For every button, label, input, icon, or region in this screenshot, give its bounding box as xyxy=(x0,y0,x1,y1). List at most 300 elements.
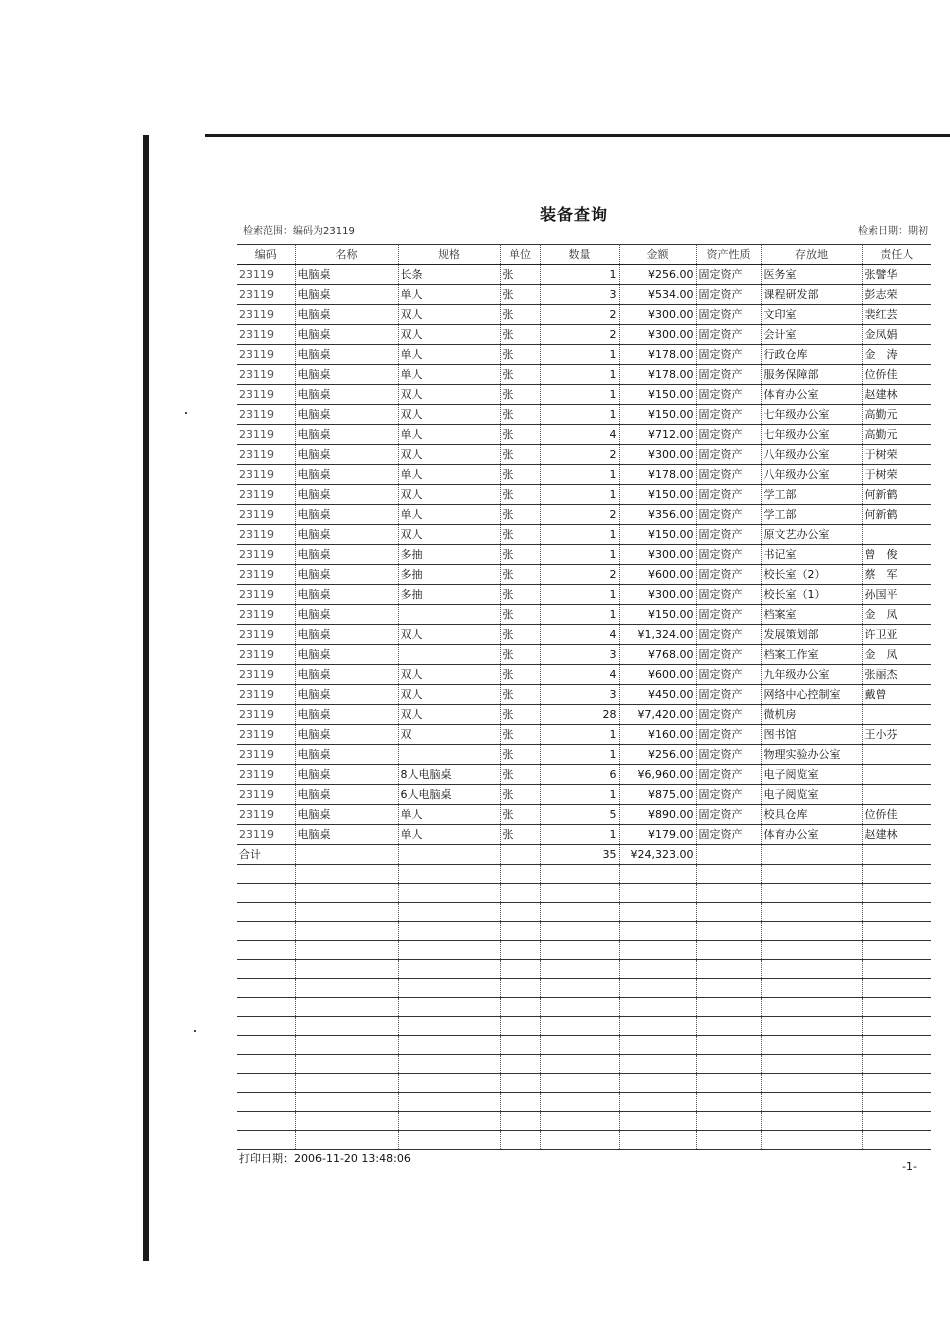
blank-cell xyxy=(761,1055,862,1074)
blank-row xyxy=(237,1055,931,1074)
cell-custodian: 金 涛 xyxy=(862,345,931,365)
blank-cell xyxy=(761,960,862,979)
table-row xyxy=(237,645,931,665)
blank-cell xyxy=(295,1074,398,1093)
blank-cell xyxy=(500,903,540,922)
cell-amount: ¥300.00 xyxy=(619,325,696,345)
cell-unit: 张 xyxy=(500,745,540,765)
blank-cell xyxy=(237,1112,295,1131)
table-row xyxy=(237,765,931,785)
table-body xyxy=(237,265,931,1150)
table-row xyxy=(237,325,931,345)
blank-cell xyxy=(237,1017,295,1036)
blank-cell xyxy=(295,1131,398,1150)
cell-asset-type: 固定资产 xyxy=(696,265,761,285)
blank-cell xyxy=(500,922,540,941)
cell-amount: ¥150.00 xyxy=(619,405,696,425)
blank-cell xyxy=(619,979,696,998)
cell-name: 电脑桌 xyxy=(295,465,398,485)
cell-quantity: 1 xyxy=(540,605,619,625)
blank-cell xyxy=(540,1017,619,1036)
cell-name: 电脑桌 xyxy=(295,545,398,565)
cell-code: 23119 xyxy=(237,305,295,325)
blank-cell xyxy=(619,1036,696,1055)
blank-row xyxy=(237,1017,931,1036)
scan-top-rule xyxy=(205,134,950,137)
blank-cell xyxy=(862,865,931,884)
cell-amount: ¥150.00 xyxy=(619,485,696,505)
cell-spec xyxy=(398,745,500,765)
cell-name: 电脑桌 xyxy=(295,785,398,805)
cell-asset-type: 固定资产 xyxy=(696,365,761,385)
cell-unit: 张 xyxy=(500,325,540,345)
blank-cell xyxy=(696,941,761,960)
blank-cell xyxy=(540,1055,619,1074)
blank-cell xyxy=(862,1093,931,1112)
blank-row xyxy=(237,922,931,941)
cell-name: 电脑桌 xyxy=(295,265,398,285)
table-row xyxy=(237,485,931,505)
cell-quantity: 1 xyxy=(540,345,619,365)
cell-amount: ¥600.00 xyxy=(619,665,696,685)
cell-code: 23119 xyxy=(237,425,295,445)
cell-unit: 张 xyxy=(500,445,540,465)
table-row xyxy=(237,585,931,605)
cell-code: 23119 xyxy=(237,785,295,805)
blank-cell xyxy=(619,1074,696,1093)
blank-cell xyxy=(761,903,862,922)
cell-spec: 多抽 xyxy=(398,565,500,585)
blank-cell xyxy=(398,922,500,941)
blank-cell xyxy=(696,1017,761,1036)
cell-custodian: 戴曾 xyxy=(862,685,931,705)
blank-cell xyxy=(540,941,619,960)
cell-asset-type: 固定资产 xyxy=(696,745,761,765)
cell-custodian: 孙国平 xyxy=(862,585,931,605)
header-asset-type: 资产性质 xyxy=(696,245,761,265)
cell-spec: 双人 xyxy=(398,385,500,405)
cell-quantity: 1 xyxy=(540,545,619,565)
cell-location: 档案室 xyxy=(761,605,862,625)
blank-row xyxy=(237,941,931,960)
total-empty-cell xyxy=(696,845,761,865)
cell-quantity: 1 xyxy=(540,585,619,605)
cell-amount: ¥7,420.00 xyxy=(619,705,696,725)
cell-location: 体育办公室 xyxy=(761,385,862,405)
blank-cell xyxy=(237,1074,295,1093)
blank-cell xyxy=(619,1131,696,1150)
blank-cell xyxy=(540,960,619,979)
search-date: 检索日期：期初 xyxy=(858,226,928,237)
blank-cell xyxy=(862,922,931,941)
cell-name: 电脑桌 xyxy=(295,725,398,745)
cell-location: 体育办公室 xyxy=(761,825,862,845)
cell-unit: 张 xyxy=(500,725,540,745)
cell-spec: 双人 xyxy=(398,325,500,345)
blank-row xyxy=(237,960,931,979)
blank-cell xyxy=(862,1036,931,1055)
table-row xyxy=(237,545,931,565)
blank-cell xyxy=(540,922,619,941)
cell-unit: 张 xyxy=(500,705,540,725)
cell-name: 电脑桌 xyxy=(295,505,398,525)
cell-asset-type: 固定资产 xyxy=(696,685,761,705)
cell-asset-type: 固定资产 xyxy=(696,725,761,745)
cell-code: 23119 xyxy=(237,365,295,385)
total-empty-cell xyxy=(295,845,398,865)
cell-quantity: 4 xyxy=(540,425,619,445)
cell-code: 23119 xyxy=(237,805,295,825)
blank-cell xyxy=(237,941,295,960)
cell-spec: 双 xyxy=(398,725,500,745)
cell-quantity: 6 xyxy=(540,765,619,785)
blank-cell xyxy=(237,903,295,922)
cell-location: 八年级办公室 xyxy=(761,445,862,465)
blank-cell xyxy=(398,941,500,960)
cell-amount: ¥150.00 xyxy=(619,385,696,405)
header-quantity: 数量 xyxy=(540,245,619,265)
blank-cell xyxy=(500,998,540,1017)
blank-cell xyxy=(295,998,398,1017)
blank-cell xyxy=(761,1017,862,1036)
blank-cell xyxy=(295,1093,398,1112)
cell-asset-type: 固定资产 xyxy=(696,465,761,485)
blank-cell xyxy=(500,1055,540,1074)
blank-row xyxy=(237,979,931,998)
table-row xyxy=(237,465,931,485)
cell-quantity: 2 xyxy=(540,305,619,325)
cell-unit: 张 xyxy=(500,265,540,285)
cell-asset-type: 固定资产 xyxy=(696,585,761,605)
blank-cell xyxy=(619,922,696,941)
cell-custodian: 金凤娟 xyxy=(862,325,931,345)
blank-cell xyxy=(540,1131,619,1150)
total-empty-cell xyxy=(862,845,931,865)
cell-spec: 长条 xyxy=(398,265,500,285)
blank-cell xyxy=(295,903,398,922)
cell-code: 23119 xyxy=(237,685,295,705)
table-row xyxy=(237,265,931,285)
blank-cell xyxy=(540,979,619,998)
blank-cell xyxy=(696,1036,761,1055)
cell-location: 发展策划部 xyxy=(761,625,862,645)
cell-quantity: 1 xyxy=(540,385,619,405)
blank-cell xyxy=(500,1093,540,1112)
blank-cell xyxy=(696,865,761,884)
blank-cell xyxy=(696,1093,761,1112)
header-name: 名称 xyxy=(295,245,398,265)
blank-cell xyxy=(295,979,398,998)
cell-quantity: 3 xyxy=(540,645,619,665)
cell-location: 电子阅览室 xyxy=(761,785,862,805)
cell-name: 电脑桌 xyxy=(295,625,398,645)
cell-custodian: 于树荣 xyxy=(862,465,931,485)
blank-cell xyxy=(500,1074,540,1093)
blank-cell xyxy=(862,1074,931,1093)
table-row xyxy=(237,605,931,625)
blank-row xyxy=(237,865,931,884)
cell-quantity: 1 xyxy=(540,725,619,745)
cell-unit: 张 xyxy=(500,645,540,665)
cell-spec: 双人 xyxy=(398,525,500,545)
cell-asset-type: 固定资产 xyxy=(696,345,761,365)
blank-cell xyxy=(500,979,540,998)
blank-cell xyxy=(398,979,500,998)
cell-location: 校长室（1） xyxy=(761,585,862,605)
cell-quantity: 1 xyxy=(540,265,619,285)
blank-row xyxy=(237,1131,931,1150)
blank-cell xyxy=(696,1112,761,1131)
blank-cell xyxy=(237,960,295,979)
cell-spec: 单人 xyxy=(398,465,500,485)
blank-cell xyxy=(696,1074,761,1093)
blank-cell xyxy=(696,884,761,903)
blank-cell xyxy=(540,1036,619,1055)
cell-spec: 6人电脑桌 xyxy=(398,785,500,805)
cell-custodian xyxy=(862,705,931,725)
cell-name: 电脑桌 xyxy=(295,525,398,545)
scan-left-edge xyxy=(143,135,149,1261)
table-row xyxy=(237,365,931,385)
blank-cell xyxy=(295,1036,398,1055)
cell-code: 23119 xyxy=(237,285,295,305)
cell-location: 校长室（2） xyxy=(761,565,862,585)
cell-spec: 双人 xyxy=(398,305,500,325)
blank-cell xyxy=(398,1093,500,1112)
cell-custodian: 何新鹤 xyxy=(862,485,931,505)
cell-custodian: 位侨佳 xyxy=(862,365,931,385)
cell-asset-type: 固定资产 xyxy=(696,385,761,405)
blank-cell xyxy=(761,1112,862,1131)
blank-row xyxy=(237,1036,931,1055)
cell-spec: 双人 xyxy=(398,445,500,465)
table-row xyxy=(237,305,931,325)
cell-spec: 单人 xyxy=(398,345,500,365)
cell-unit: 张 xyxy=(500,565,540,585)
cell-code: 23119 xyxy=(237,605,295,625)
blank-row xyxy=(237,998,931,1017)
blank-cell xyxy=(619,1055,696,1074)
blank-cell xyxy=(237,1093,295,1112)
blank-cell xyxy=(398,960,500,979)
cell-spec: 单人 xyxy=(398,425,500,445)
cell-code: 23119 xyxy=(237,665,295,685)
blank-cell xyxy=(761,865,862,884)
cell-name: 电脑桌 xyxy=(295,825,398,845)
cell-name: 电脑桌 xyxy=(295,565,398,585)
blank-cell xyxy=(761,998,862,1017)
print-date: 打印日期：2006-11-20 13:48:06 xyxy=(239,1152,411,1165)
blank-cell xyxy=(862,1112,931,1131)
table-row xyxy=(237,725,931,745)
cell-amount: ¥150.00 xyxy=(619,605,696,625)
cell-unit: 张 xyxy=(500,545,540,565)
blank-cell xyxy=(237,979,295,998)
cell-asset-type: 固定资产 xyxy=(696,505,761,525)
cell-asset-type: 固定资产 xyxy=(696,625,761,645)
cell-quantity: 2 xyxy=(540,565,619,585)
cell-asset-type: 固定资产 xyxy=(696,425,761,445)
cell-unit: 张 xyxy=(500,765,540,785)
cell-name: 电脑桌 xyxy=(295,325,398,345)
blank-cell xyxy=(540,1112,619,1131)
cell-name: 电脑桌 xyxy=(295,445,398,465)
cell-location: 七年级办公室 xyxy=(761,405,862,425)
cell-amount: ¥178.00 xyxy=(619,465,696,485)
cell-unit: 张 xyxy=(500,665,540,685)
blank-cell xyxy=(500,1017,540,1036)
cell-code: 23119 xyxy=(237,585,295,605)
cell-location: 医务室 xyxy=(761,265,862,285)
blank-cell xyxy=(237,1131,295,1150)
cell-unit: 张 xyxy=(500,785,540,805)
table-row xyxy=(237,805,931,825)
cell-location: 物理实验办公室 xyxy=(761,745,862,765)
cell-unit: 张 xyxy=(500,365,540,385)
cell-code: 23119 xyxy=(237,385,295,405)
blank-cell xyxy=(500,1131,540,1150)
cell-amount: ¥712.00 xyxy=(619,425,696,445)
blank-cell xyxy=(696,903,761,922)
blank-row xyxy=(237,884,931,903)
cell-amount: ¥178.00 xyxy=(619,345,696,365)
blank-cell xyxy=(500,1036,540,1055)
cell-code: 23119 xyxy=(237,645,295,665)
cell-asset-type: 固定资产 xyxy=(696,645,761,665)
blank-cell xyxy=(862,941,931,960)
cell-spec: 多抽 xyxy=(398,585,500,605)
cell-asset-type: 固定资产 xyxy=(696,665,761,685)
total-empty-cell xyxy=(500,845,540,865)
cell-location: 行政仓库 xyxy=(761,345,862,365)
cell-spec: 8人电脑桌 xyxy=(398,765,500,785)
blank-cell xyxy=(619,865,696,884)
total-quantity: 35 xyxy=(540,845,619,865)
blank-cell xyxy=(398,998,500,1017)
cell-custodian: 何新鹤 xyxy=(862,505,931,525)
cell-name: 电脑桌 xyxy=(295,405,398,425)
blank-cell xyxy=(540,1074,619,1093)
blank-cell xyxy=(398,1131,500,1150)
table-row xyxy=(237,525,931,545)
cell-location: 服务保障部 xyxy=(761,365,862,385)
page-number: -1- xyxy=(902,1160,917,1173)
total-amount: ¥24,323.00 xyxy=(619,845,696,865)
blank-cell xyxy=(761,1074,862,1093)
cell-custodian: 赵建林 xyxy=(862,825,931,845)
cell-location: 微机房 xyxy=(761,705,862,725)
cell-amount: ¥600.00 xyxy=(619,565,696,585)
cell-name: 电脑桌 xyxy=(295,805,398,825)
blank-cell xyxy=(295,1112,398,1131)
cell-asset-type: 固定资产 xyxy=(696,805,761,825)
blank-cell xyxy=(500,865,540,884)
cell-quantity: 1 xyxy=(540,745,619,765)
cell-custodian: 裴红芸 xyxy=(862,305,931,325)
blank-cell xyxy=(862,1131,931,1150)
cell-custodian: 高勤元 xyxy=(862,405,931,425)
cell-location: 原文艺办公室 xyxy=(761,525,862,545)
blank-cell xyxy=(761,1093,862,1112)
blank-cell xyxy=(619,960,696,979)
table-row xyxy=(237,665,931,685)
cell-amount: ¥179.00 xyxy=(619,825,696,845)
cell-location: 九年级办公室 xyxy=(761,665,862,685)
cell-name: 电脑桌 xyxy=(295,385,398,405)
cell-name: 电脑桌 xyxy=(295,765,398,785)
blank-cell xyxy=(398,1017,500,1036)
cell-quantity: 1 xyxy=(540,785,619,805)
cell-asset-type: 固定资产 xyxy=(696,565,761,585)
cell-custodian: 彭志荣 xyxy=(862,285,931,305)
cell-unit: 张 xyxy=(500,585,540,605)
cell-amount: ¥150.00 xyxy=(619,525,696,545)
blank-cell xyxy=(540,865,619,884)
blank-cell xyxy=(619,903,696,922)
cell-quantity: 1 xyxy=(540,465,619,485)
table-row xyxy=(237,345,931,365)
blank-cell xyxy=(500,960,540,979)
table-header xyxy=(237,245,931,265)
cell-code: 23119 xyxy=(237,565,295,585)
cell-name: 电脑桌 xyxy=(295,345,398,365)
cell-name: 电脑桌 xyxy=(295,365,398,385)
table-row xyxy=(237,625,931,645)
blank-cell xyxy=(500,884,540,903)
blank-cell xyxy=(295,941,398,960)
blank-cell xyxy=(761,922,862,941)
cell-code: 23119 xyxy=(237,545,295,565)
blank-cell xyxy=(398,1055,500,1074)
blank-cell xyxy=(862,1055,931,1074)
cell-amount: ¥178.00 xyxy=(619,365,696,385)
cell-unit: 张 xyxy=(500,485,540,505)
cell-quantity: 3 xyxy=(540,685,619,705)
cell-asset-type: 固定资产 xyxy=(696,525,761,545)
blank-cell xyxy=(500,941,540,960)
cell-code: 23119 xyxy=(237,745,295,765)
blank-cell xyxy=(398,1112,500,1131)
blank-cell xyxy=(761,1036,862,1055)
cell-code: 23119 xyxy=(237,325,295,345)
cell-location: 图书馆 xyxy=(761,725,862,745)
blank-cell xyxy=(761,941,862,960)
cell-spec: 双人 xyxy=(398,705,500,725)
table-row xyxy=(237,285,931,305)
cell-amount: ¥300.00 xyxy=(619,445,696,465)
cell-location: 电子阅览室 xyxy=(761,765,862,785)
cell-name: 电脑桌 xyxy=(295,605,398,625)
cell-custodian xyxy=(862,525,931,545)
blank-cell xyxy=(295,865,398,884)
cell-name: 电脑桌 xyxy=(295,585,398,605)
cell-code: 23119 xyxy=(237,765,295,785)
cell-asset-type: 固定资产 xyxy=(696,785,761,805)
cell-custodian: 张丽杰 xyxy=(862,665,931,685)
cell-amount: ¥875.00 xyxy=(619,785,696,805)
cell-code: 23119 xyxy=(237,465,295,485)
cell-custodian: 张譬华 xyxy=(862,265,931,285)
blank-row xyxy=(237,1112,931,1131)
header-unit: 单位 xyxy=(500,245,540,265)
header-custodian: 责任人 xyxy=(862,245,931,265)
table-row xyxy=(237,705,931,725)
cell-code: 23119 xyxy=(237,525,295,545)
cell-asset-type: 固定资产 xyxy=(696,545,761,565)
cell-spec: 双人 xyxy=(398,405,500,425)
blank-cell xyxy=(295,1017,398,1036)
blank-cell xyxy=(237,1055,295,1074)
